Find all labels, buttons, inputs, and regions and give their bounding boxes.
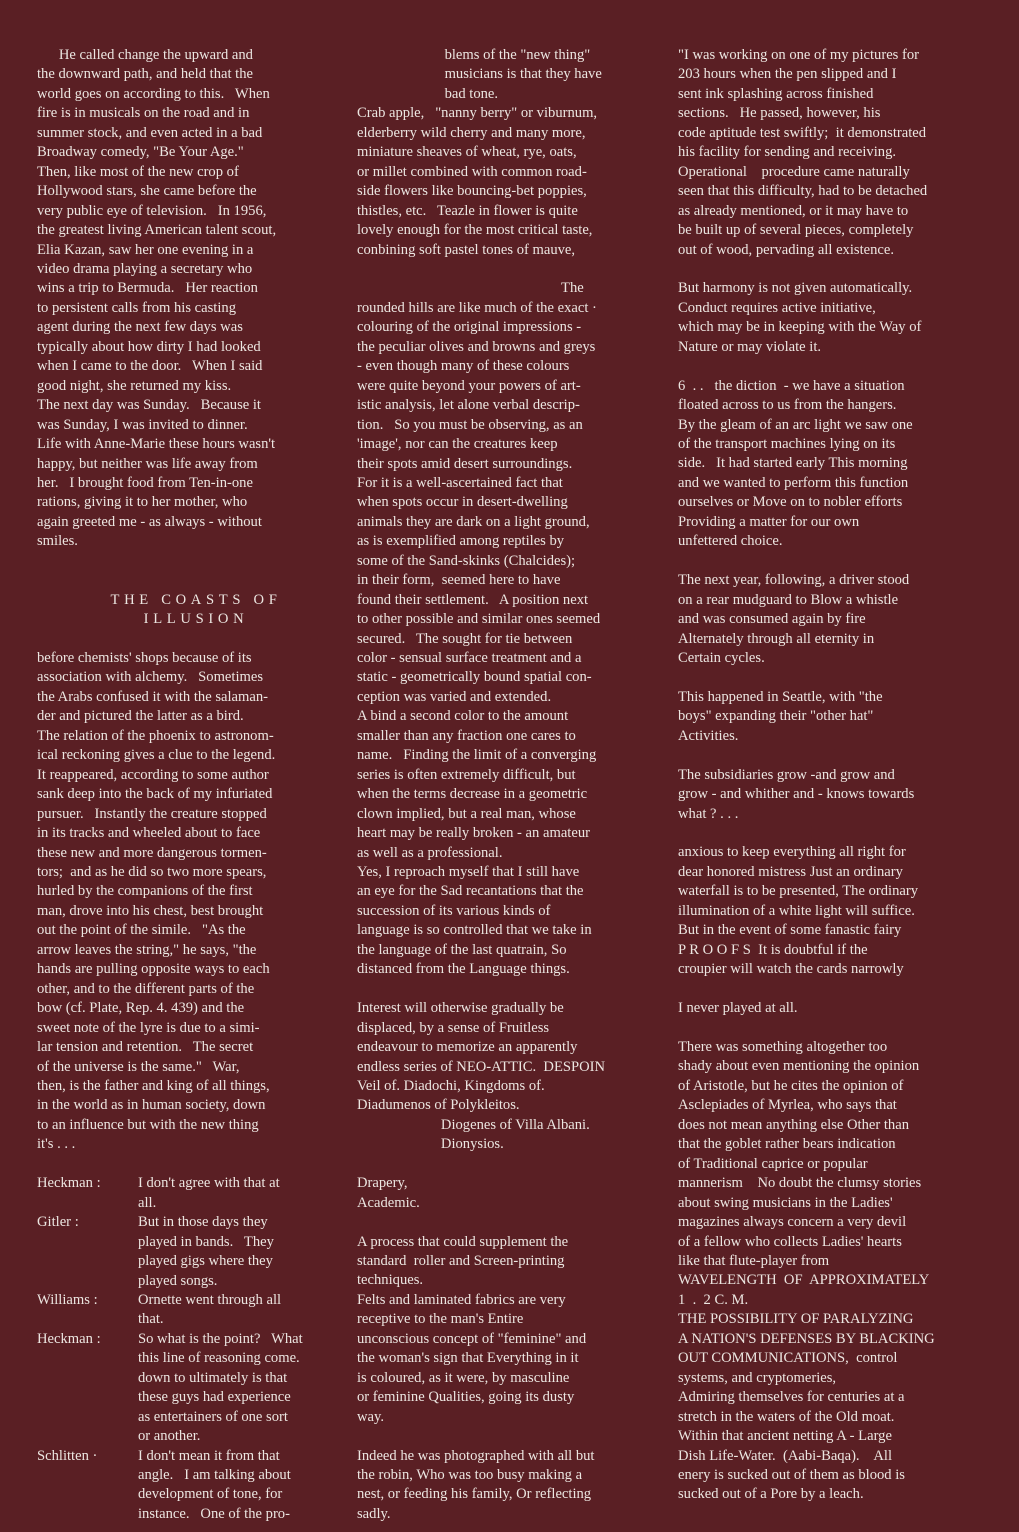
text-line: his facility for sending and receiving.	[678, 144, 897, 161]
text-line: about swing musicians in the Ladies'	[678, 1194, 893, 1211]
text-line: blems of the "new thing"	[357, 47, 591, 63]
text-line: I never played at all.	[678, 1000, 798, 1017]
text-line: Asclepiades of Myrlea, who says that	[678, 1097, 897, 1114]
text-line: the peculiar olives and browns and greys	[357, 338, 596, 355]
text-line: like that flute-player from	[678, 1252, 830, 1269]
text-line: played songs.	[138, 1272, 218, 1289]
text-line: as entertainers of one sort	[138, 1408, 288, 1425]
text-line: ourselves or Move on to nobler efforts	[678, 494, 903, 511]
text-line: then, is the father and king of all things,	[37, 1077, 270, 1094]
text-line: when I came to the door. When I said	[37, 358, 263, 375]
paragraph	[678, 766, 1010, 824]
text-line: So what is the point? What	[138, 1330, 303, 1347]
text-line: distanced from the Language things.	[357, 961, 570, 978]
paragraph	[678, 46, 1010, 260]
text-line: der and pictured the latter as a bird.	[37, 708, 244, 725]
text-line: Elia Kazan, saw her one evening in a	[37, 241, 254, 258]
text-line: Dionysios.	[357, 1136, 504, 1153]
text-line: in the world as in human society, down	[37, 1097, 266, 1114]
text-line: stretch in the waters of the Old moat.	[678, 1408, 895, 1425]
text-line: waterfall is to be presented, The ordinary	[678, 883, 919, 900]
speech	[138, 1213, 355, 1291]
text-line: or millet combined with common road-	[357, 163, 587, 180]
text-line: The next year, following, a driver stood	[678, 572, 910, 589]
text-line: istic analysis, let alone verbal descrip-	[357, 397, 580, 414]
text-line: P R O O F S It is doubtful if the	[678, 941, 868, 958]
text-line: THE POSSIBILITY OF PARALYZING	[678, 1311, 914, 1328]
paragraph	[678, 1038, 1010, 1505]
text-line: receptive to the man's Entire	[357, 1311, 524, 1328]
speech	[138, 1447, 355, 1525]
text-line: of a fellow who collects Ladies' hearts	[678, 1233, 902, 1250]
text-line: endless series of NEO-ATTIC. DESPOIN	[357, 1058, 606, 1075]
text-line: elderberry wild cherry and many more,	[357, 124, 586, 141]
text-line: Felts and laminated fabrics are very	[357, 1291, 566, 1308]
text-line: language is so controlled that we take in	[357, 922, 592, 939]
text-line: tion. So you must be observing, as an	[357, 416, 583, 433]
text-line: some of the Sand-skinks (Chalcides);	[357, 552, 576, 569]
text-line: Diogenes of Villa Albani.	[357, 1116, 590, 1133]
text-line: and was consumed again by fire	[678, 611, 866, 628]
text-line: shady about even mentioning the opinion	[678, 1058, 920, 1075]
spacer	[678, 357, 1010, 376]
text-line: smaller than any fraction one cares to	[357, 727, 576, 744]
text-line: again greeted me - as always - without	[37, 513, 262, 530]
text-line: The next day was Sunday. Because it	[37, 397, 261, 414]
text-line: Indeed he was photographed with all but	[357, 1447, 595, 1464]
text-line: The subsidiaries grow -and grow and	[678, 766, 895, 783]
speaker-name: Heckman :	[37, 1175, 101, 1192]
text-line: on a rear mudguard to Blow a whistle	[678, 591, 899, 608]
text-line: very public eye of television. In 1956,	[37, 202, 267, 219]
text-line: It reappeared, according to some author	[37, 766, 269, 783]
text-line: these new and more dangerous tormen-	[37, 844, 267, 861]
text-line: mannerism No doubt the clumsy stories	[678, 1175, 922, 1192]
heading-line: ILLUSION	[143, 611, 249, 628]
text-line: But in the event of some fanastic fairy	[678, 922, 902, 939]
paragraph	[678, 571, 1010, 668]
text-line: or feminine Qualities, going its dusty	[357, 1389, 575, 1406]
text-line: video drama playing a secretary who	[37, 260, 253, 277]
text-line: rounded hills are like much of the exact ·	[357, 299, 597, 316]
spacer	[678, 260, 1010, 279]
text-line: what ? . . .	[678, 805, 739, 822]
text-line: smiles.	[37, 533, 78, 550]
text-line: 6 . . the diction - we have a situation	[678, 377, 905, 394]
text-line: secured. The sought for tie between	[357, 630, 573, 647]
text-line: There was something altogether too	[678, 1038, 888, 1055]
text-line: Ornette went through all	[138, 1291, 282, 1308]
text-line: boys" expanding their "other hat"	[678, 708, 874, 725]
text-line: techniques.	[357, 1272, 424, 1289]
spacer	[357, 260, 675, 279]
speech	[138, 1291, 355, 1330]
text-line: bad tone.	[357, 85, 499, 102]
text-line: world goes on according to this. When	[37, 85, 270, 102]
text-line: A NATION'S DEFENSES BY BLACKING	[678, 1330, 935, 1347]
text-line: down to ultimately is that	[138, 1369, 288, 1386]
text-line: out the point of the simile. "As the	[37, 922, 246, 939]
text-line: seen that this difficulty, had to be detached	[678, 183, 928, 200]
speaker-name: Heckman :	[37, 1330, 101, 1347]
paragraph	[357, 1447, 675, 1525]
paragraph	[678, 843, 1010, 979]
text-line: Diadumenos of Polykleitos.	[357, 1097, 520, 1114]
text-line: Crab apple, "nanny berry" or viburnum,	[357, 105, 598, 122]
text-line: Dish Life-Water. (Aabi-Baqa). All	[678, 1447, 893, 1464]
text-line: "I was working on one of my pictures for	[678, 47, 920, 63]
text-line: dear honored mistress Just an ordinary	[678, 863, 903, 880]
text-line: 1 . 2 C. M.	[678, 1291, 749, 1308]
text-line: Then, like most of the new crop of	[37, 163, 239, 180]
text-line: be built up of several pieces, completely	[678, 222, 914, 239]
speech	[138, 1174, 355, 1213]
text-line: unfettered choice.	[678, 533, 783, 550]
text-line: Yes, I reproach myself that I still have	[357, 864, 580, 881]
speaker-name: Williams :	[37, 1291, 98, 1308]
spacer	[357, 980, 675, 999]
text-line: to an influence but with the new thing	[37, 1116, 259, 1133]
spacer	[357, 1427, 675, 1446]
speech	[138, 1330, 355, 1447]
text-line: unconscious concept of "feminine" and	[357, 1330, 587, 1347]
text-line: For it is a well-ascertained fact that	[357, 474, 563, 491]
text-line: I don't mean it from that	[138, 1447, 280, 1464]
text-line: and we wanted to perform this function	[678, 474, 909, 491]
text-line: Interest will otherwise gradually be	[357, 1000, 564, 1017]
text-line: does not mean anything else Other than	[678, 1116, 910, 1133]
text-line: when the terms decrease in a geometric	[357, 786, 588, 803]
text-line: the Arabs confused it with the salaman-	[37, 688, 269, 705]
text-line: sadly.	[357, 1505, 391, 1522]
text-line: OUT COMMUNICATIONS, control	[678, 1350, 898, 1367]
text-line: other, and to the different parts of the	[37, 980, 255, 997]
text-line: her. I brought food from Ten-in-one	[37, 474, 253, 491]
text-line: succession of its various kinds of	[357, 902, 551, 919]
text-line: illumination of a white light will suffice.	[678, 902, 915, 919]
text-line: instance. One of the pro-	[138, 1505, 290, 1522]
text-line: Nature or may violate it.	[678, 338, 822, 355]
speaker-name: Gitler :	[37, 1214, 79, 1231]
text-line: the woman's sign that Everything in it	[357, 1350, 579, 1367]
paragraph	[357, 279, 675, 979]
text-line: which may be in keeping with the Way of	[678, 319, 922, 336]
text-line: as already mentioned, or it may have to	[678, 202, 909, 219]
text-line: summer stock, and even acted in a bad	[37, 124, 263, 141]
text-line: pursuer. Instantly the creature stopped	[37, 805, 267, 822]
spacer	[357, 1155, 675, 1174]
spacer	[357, 1213, 675, 1232]
text-line: enery is sucked out of them as blood is	[678, 1466, 905, 1483]
text-line: endeavour to memorize an apparently	[357, 1039, 578, 1056]
text-line: fire is in musicals on the road and in	[37, 105, 250, 122]
text-line: good night, she returned my kiss.	[37, 377, 232, 394]
text-line: colouring of the original impressions -	[357, 319, 582, 336]
text-line: tors; and as he did so two more spears,	[37, 864, 267, 880]
text-line: when spots occur in desert-dwelling	[357, 494, 568, 511]
text-line: Operational procedure came naturally	[678, 163, 910, 180]
text-line: sent ink splashing across finished	[678, 85, 874, 102]
text-line: conbining soft pastel tones of mauve,	[357, 241, 576, 258]
text-line: man, drove into his chest, best brought	[37, 902, 264, 919]
text-line: Broadway comedy, "Be Your Age."	[37, 144, 244, 161]
text-line: of the transport machines lying on its	[678, 436, 896, 453]
text-line: standard roller and Screen-printing	[357, 1253, 565, 1270]
text-line: all.	[138, 1194, 157, 1211]
heading-line: THE COASTS OF	[110, 591, 282, 608]
text-line: Academic.	[357, 1194, 420, 1211]
text-line: this line of reasoning come.	[138, 1350, 300, 1367]
text-line: wins a trip to Bermuda. Her reaction	[37, 280, 258, 297]
text-line: lovely enough for the most critical taste,	[357, 222, 593, 239]
paragraph	[357, 1174, 675, 1213]
text-line: croupier will watch the cards narrowly	[678, 961, 904, 978]
spacer	[678, 552, 1010, 571]
text-line: the robin, Who was too busy making a	[357, 1467, 583, 1483]
text-line: rations, giving it to her mother, who	[37, 494, 248, 511]
text-line: The	[357, 280, 584, 297]
text-line: animals they are dark on a light ground,	[357, 513, 590, 530]
text-line: miniature sheaves of wheat, rye, oats,	[357, 144, 577, 161]
paragraph	[37, 46, 355, 552]
text-line: were quite beyond your powers of art-	[357, 377, 581, 394]
text-line: the language of the last quatrain, So	[357, 941, 567, 958]
text-line: was Sunday, I was invited to dinner.	[37, 416, 248, 433]
paragraph	[357, 46, 675, 104]
text-line: sweet note of the lyre is due to a simi-	[37, 1019, 260, 1036]
text-line: or another.	[138, 1428, 201, 1445]
text-line: out of wood, pervading all existence.	[678, 241, 895, 258]
text-line: He called change the upward and	[37, 47, 253, 63]
text-line: the greatest living American talent scout,	[37, 222, 277, 239]
text-line: that.	[138, 1311, 164, 1328]
text-line: grow - and whither and - knows towards	[678, 786, 915, 803]
text-line: - even though many of these colours	[357, 358, 570, 375]
paragraph	[37, 649, 355, 1155]
text-line: But harmony is not given automatically.	[678, 280, 913, 297]
text-line: magazines always concern a very devil	[678, 1214, 907, 1231]
text-line: Veil of. Diadochi, Kingdoms of.	[357, 1077, 545, 1094]
text-line: is coloured, as it were, by masculine	[357, 1369, 570, 1386]
text-line: name. Finding the limit of a converging	[357, 747, 597, 764]
text-line: musicians is that they have	[357, 66, 602, 83]
text-line: bow (cf. Plate, Rep. 4. 439) and the	[37, 1000, 245, 1017]
text-line: in its tracks and wheeled about to face	[37, 825, 261, 842]
text-line: to persistent calls from his casting	[37, 299, 237, 316]
paragraph	[678, 377, 1010, 552]
text-line: Providing a matter for our own	[678, 513, 860, 530]
spacer	[37, 630, 355, 649]
text-line: way.	[357, 1408, 385, 1425]
text-line: systems, and cryptomeries,	[678, 1369, 837, 1386]
text-line: A bind a second color to the amount	[357, 708, 569, 725]
paragraph	[357, 999, 675, 1155]
text-line: agent during the next few days was	[37, 319, 243, 336]
column-right	[678, 46, 1010, 1505]
text-line: typically about how dirty I had looked	[37, 338, 261, 355]
text-line: to other possible and similar ones seemed	[357, 611, 601, 628]
text-line: in their form, seemed here to have	[357, 572, 561, 589]
text-line: But in those days they	[138, 1214, 268, 1231]
paragraph	[357, 104, 675, 260]
text-line: of the universe is the same." War,	[37, 1058, 240, 1075]
text-line: it's . . .	[37, 1136, 76, 1153]
spacer	[37, 552, 355, 591]
text-line: static - geometrically bound spatial con-	[357, 669, 592, 686]
text-line: nest, or feeding his family, Or reflecting	[357, 1486, 592, 1503]
text-line: code aptitude test swiftly; it demonstrated	[678, 124, 927, 141]
column-left	[37, 46, 355, 1524]
text-line: This happened in Seattle, with "the	[678, 688, 883, 705]
text-line: side flowers like bouncing-bet poppies,	[357, 183, 587, 200]
paragraph	[357, 1233, 675, 1428]
text-line: played gigs where they	[138, 1253, 273, 1270]
text-line: the downward path, and held that the	[37, 66, 254, 83]
text-line: Hollywood stars, she came before the	[37, 183, 257, 200]
text-line: Activities.	[678, 727, 739, 744]
spacer	[678, 1019, 1010, 1038]
text-line: sucked out of a Pore by a leach.	[678, 1486, 864, 1503]
paragraph	[678, 688, 1010, 746]
text-line: Certain cycles.	[678, 650, 765, 666]
spacer	[37, 1155, 355, 1174]
text-line: The relation of the phoenix to astronom-	[37, 727, 274, 744]
text-line: color - sensual surface treatment and a	[357, 650, 582, 667]
spacer	[678, 824, 1010, 843]
spacer	[678, 668, 1010, 687]
text-line: 'image', nor can the creatures keep	[357, 436, 558, 453]
text-line: their spots amid desert surroundings.	[357, 455, 573, 472]
text-line: arrow leaves the string," he says, "the	[37, 941, 257, 958]
text-line: lar tension and retention. The secret	[37, 1039, 254, 1056]
text-line: found their settlement. A position next	[357, 591, 589, 608]
text-line: Alternately through all eternity in	[678, 630, 875, 647]
text-line: series is often extremely difficult, but	[357, 766, 576, 783]
text-line: of Traditional caprice or popular	[678, 1155, 868, 1172]
text-line: A process that could supplement the	[357, 1233, 569, 1250]
paragraph	[678, 279, 1010, 357]
text-line: Conduct requires active initiative,	[678, 299, 876, 316]
dialogue	[37, 1174, 355, 1524]
text-line: angle. I am talking about	[138, 1467, 291, 1484]
text-line: of Aristotle, but he cites the opinion of	[678, 1077, 904, 1094]
text-line: I don't agree with that at	[138, 1175, 280, 1192]
text-line: as well as a professional.	[357, 844, 503, 861]
spacer	[678, 746, 1010, 765]
text-line: these guys had experience	[138, 1389, 291, 1406]
text-line: clown implied, but a real man, whose	[357, 805, 576, 822]
text-line: floated across to us from the hangers.	[678, 397, 897, 414]
text-line: ical reckoning gives a clue to the legend.	[37, 747, 276, 764]
text-line: sank deep into the back of my infuriated	[37, 786, 273, 803]
text-line: before chemists' shops because of its	[37, 650, 252, 667]
text-line: Life with Anne-Marie these hours wasn't	[37, 436, 276, 453]
text-line: 203 hours when the pen slipped and I	[678, 66, 897, 83]
text-line: as is exemplified among reptiles by	[357, 533, 565, 550]
text-line: happy, but neither was life away from	[37, 455, 258, 472]
speaker-name: Schlitten ·	[37, 1447, 98, 1464]
column-middle	[357, 46, 675, 1524]
text-line: played in bands. They	[138, 1233, 274, 1250]
text-line: that the goblet rather bears indication	[678, 1136, 896, 1153]
text-line: association with alchemy. Sometimes	[37, 669, 264, 686]
section-heading	[37, 591, 355, 630]
text-line: ception was varied and extended.	[357, 688, 552, 705]
paragraph	[678, 999, 1010, 1018]
text-line: development of tone, for	[138, 1486, 283, 1503]
text-line: hurled by the companions of the first	[37, 883, 253, 900]
text-line: Drapery,	[357, 1175, 408, 1192]
text-line: WAVELENGTH OF APPROXIMATELY	[678, 1272, 930, 1289]
text-line: side. It had started early This morning	[678, 455, 908, 472]
text-line: hands are pulling opposite ways to each	[37, 961, 270, 978]
text-line: By the gleam of an arc light we saw one	[678, 416, 913, 433]
text-line: sections. He passed, however, his	[678, 105, 881, 122]
text-line: heart may be really broken - an amateur	[357, 825, 590, 842]
text-line: Admiring themselves for centuries at a	[678, 1389, 905, 1406]
spacer	[678, 980, 1010, 999]
text-line: Within that ancient netting A - Large	[678, 1428, 892, 1445]
text-line: displaced, by a sense of Fruitless	[357, 1019, 550, 1036]
text-line: anxious to keep everything all right for	[678, 844, 906, 861]
text-line: an eye for the Sad recantations that the	[357, 883, 584, 900]
text-line: thistles, etc. Teazle in flower is quite	[357, 202, 578, 219]
